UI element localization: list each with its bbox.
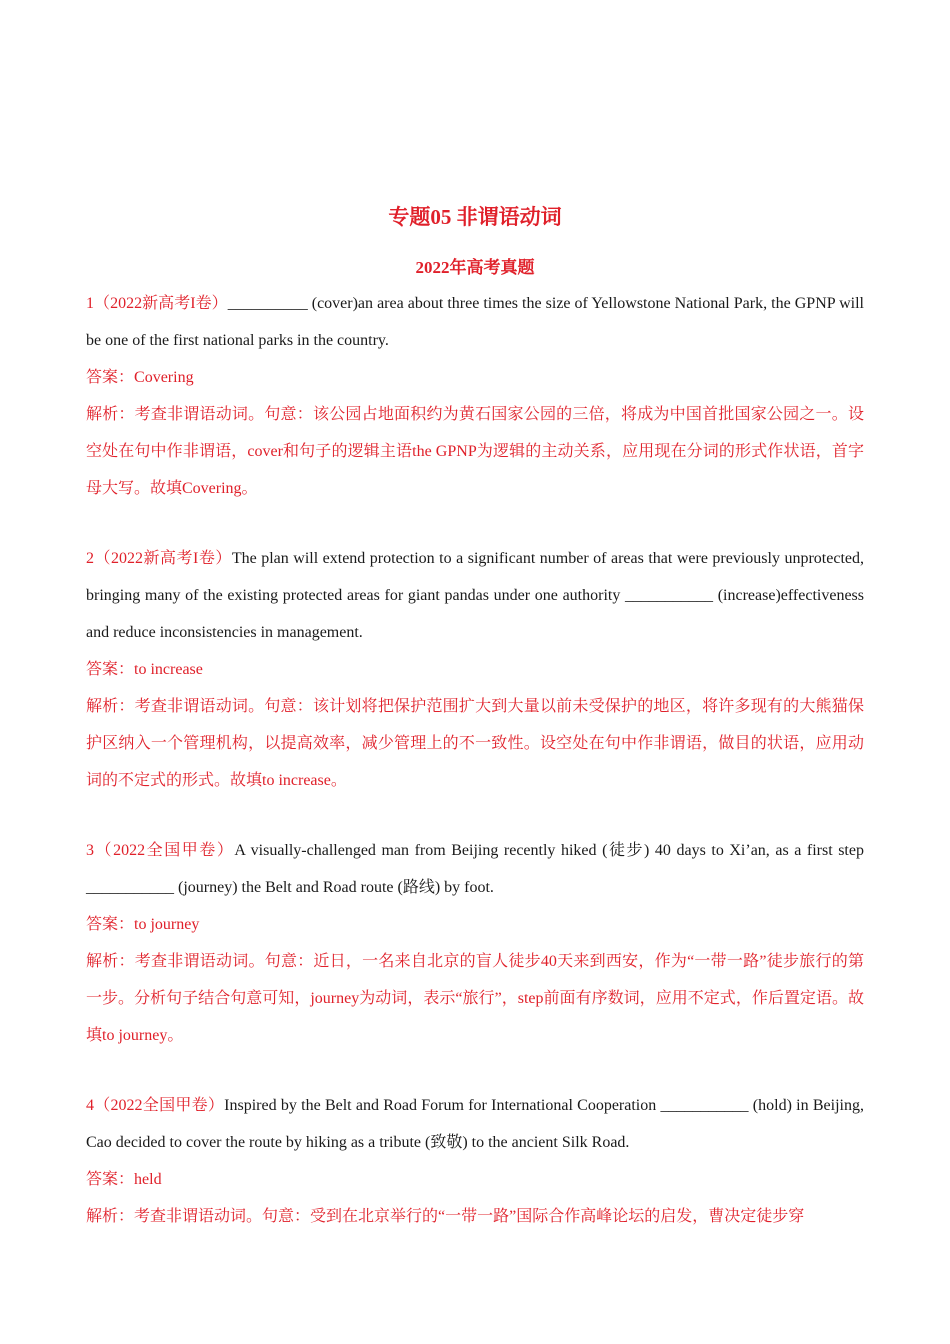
answer-label: 答案：	[86, 369, 135, 386]
explanation: 解析：考查非谓语动词。句意：近日，一名来自北京的盲人徒步40天来到西安，作为“一带一路”徒步旅行的第一步。分析句子结合句意可知，journey为动词，表示“旅行”，step前面有序数词，应用不定式，作后置定语。故填to journey。	[86, 953, 864, 1044]
question-list	[86, 285, 864, 1268]
question-body: __________ (cover)an area about three times the size of Yellowstone National Park, the GPNP will be one of the first national parks in the country.	[86, 295, 864, 349]
answer-label: 答案：	[86, 1171, 135, 1188]
answer-label: 答案：	[86, 916, 135, 933]
question-text	[86, 285, 864, 359]
explanation: 解析：考查非谓语动词。句意：该公园占地面积约为黄石国家公园的三倍，将成为中国首批国家公园之一。设空处在句中作非谓语，cover和句子的逻辑主语the GPNP为逻辑的主动关系，应用现在分词的形式作状语，首字母大写。故填Covering。	[86, 406, 864, 497]
question-text	[86, 1087, 864, 1161]
question-body: The plan will extend protection to a significant number of areas that were previously unprotected, bringing many of the existing protected areas for giant pandas under one authority ___________ (increase)effectiveness and reduce inconsistencies in management.	[86, 550, 864, 641]
question-text	[86, 540, 864, 651]
question-source: （2022新高考I卷）	[94, 295, 228, 312]
question-number: 4	[86, 1097, 94, 1114]
question-source: （2022新高考I卷）	[94, 550, 232, 567]
question-source: （2022全国甲卷）	[94, 842, 235, 859]
explanation: 解析：考查非谓语动词。句意：该计划将把保护范围扩大到大量以前未受保护的地区，将许多现有的大熊猫保护区纳入一个管理机构，以提高效率，减少管理上的不一致性。设空处在句中作非谓语，做目的状语，应用动词的不定式的形式。故填to increase。	[86, 698, 864, 789]
question-text	[86, 832, 864, 906]
question-body: Inspired by the Belt and Road Forum for International Cooperation ___________ (hold) in Beijing, Cao decided to cover the route by hiking as a tribute (致敬) to the ancient Silk Road.	[86, 1097, 864, 1151]
explanation: 解析：考查非谓语动词。句意：受到在北京举行的“一带一路”国际合作高峰论坛的启发，曹决定徒步穿	[86, 1208, 805, 1225]
answer-label: 答案：	[86, 661, 135, 678]
answer-value: Covering	[134, 369, 194, 386]
answer-value: to increase	[134, 661, 203, 678]
answer-value: held	[134, 1171, 162, 1188]
question-source: （2022全国甲卷）	[94, 1097, 225, 1114]
answer-line	[86, 906, 864, 943]
answer-line	[86, 1161, 864, 1198]
question-item	[86, 540, 864, 799]
answer-line	[86, 359, 864, 396]
answer-line	[86, 651, 864, 688]
question-number: 2	[86, 550, 94, 567]
section-subtitle: 2022年高考真题	[415, 258, 535, 277]
question-item	[86, 832, 864, 1054]
answer-value: to journey	[134, 916, 200, 933]
question-body: A visually-challenged man from Beijing recently hiked (徒步) 40 days to Xi’an, as a first step ___________ (journey) the Belt and Road route (路线) by foot.	[86, 842, 864, 896]
question-item	[86, 1087, 864, 1235]
question-number: 3	[86, 842, 94, 859]
page-title: 专题05 非谓语动词	[388, 205, 562, 229]
question-item	[86, 285, 864, 507]
question-number: 1	[86, 295, 94, 312]
